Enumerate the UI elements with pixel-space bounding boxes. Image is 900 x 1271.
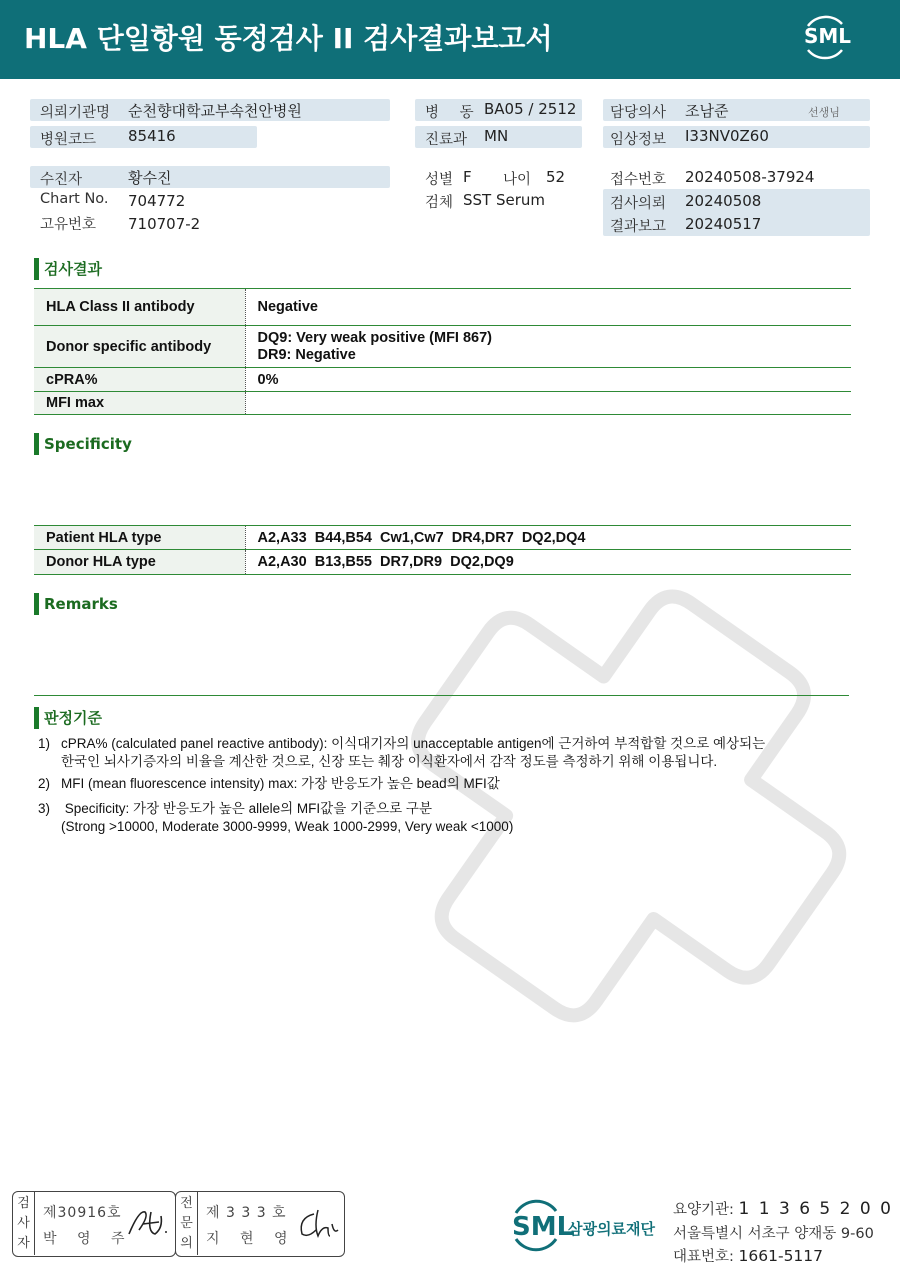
criteria-item xyxy=(38,800,513,836)
request-date: 20240508 xyxy=(685,192,762,210)
footer-org-name: 삼광의료재단 xyxy=(568,1220,655,1238)
phone xyxy=(673,1245,823,1266)
criteria-item xyxy=(38,775,500,793)
patient-label: 수진자 xyxy=(40,172,83,188)
examiner-signature-icon xyxy=(125,1206,173,1240)
result-label: HLA Class II antibody xyxy=(34,289,245,326)
dsa-line: DR9: Negative xyxy=(257,346,356,363)
criteria-heading: 판정기준 xyxy=(34,707,102,729)
sex: F xyxy=(463,168,472,186)
report-header xyxy=(0,0,900,79)
criteria-text: (Strong >10000, Moderate 3000-9999, Weak 1000-2999, Very weak <1000) xyxy=(61,819,514,834)
clinical-label: 임상정보 xyxy=(610,132,667,148)
criteria-num: 3) xyxy=(38,801,51,816)
institution-code-label: 요양기관: xyxy=(673,1202,739,1218)
receipt-label: 접수번호 xyxy=(610,172,667,188)
phone-label: 대표번호: xyxy=(673,1249,739,1265)
report-date: 20240517 xyxy=(685,215,762,233)
specificity-heading: Specificity xyxy=(34,433,132,455)
examiner-no: 제30916호 xyxy=(43,1205,122,1221)
dept-label: 진료과 xyxy=(425,132,468,148)
criteria-text: 한국인 뇌사기증자의 비율을 계산한 것으로, 신장 또는 췌장 이식환자에서 감작 정도를 측정하기 위해 이용됩니다. xyxy=(61,754,718,769)
specimen: SST Serum xyxy=(463,191,546,209)
label-bar xyxy=(30,166,390,188)
criteria-text: Specificity: 가장 반응도가 높은 allele의 MFI값을 기준으로 구분 xyxy=(61,801,432,816)
table-row xyxy=(34,289,851,326)
result-value: 0% xyxy=(245,368,851,392)
criteria-item xyxy=(38,735,765,771)
result-value: Negative xyxy=(245,289,851,326)
dept: MN xyxy=(484,127,509,145)
table-row xyxy=(34,326,851,368)
result-label: MFI max xyxy=(34,392,245,415)
results-table xyxy=(34,288,851,415)
specialist-signature-icon xyxy=(294,1206,340,1242)
sex-label: 성별 xyxy=(425,172,454,188)
age: 52 xyxy=(546,168,566,186)
footer-logo-text: SML xyxy=(512,1212,574,1242)
examiner-name: 박 영 주 xyxy=(43,1231,133,1247)
age-label: 나이 xyxy=(503,172,532,188)
specialist-no: 제 3 3 3 호 xyxy=(206,1205,287,1221)
phone-value: 1661-5117 xyxy=(738,1247,824,1265)
clinical-info: I33NV0Z60 xyxy=(685,127,769,145)
hla-value: A2,A30 B13,B55 DR7,DR9 DQ2,DQ9 xyxy=(245,550,851,575)
examiner-side-label: 검사자 xyxy=(13,1192,35,1255)
hla-label: Donor HLA type xyxy=(34,550,245,575)
specialist-side-label: 전문의 xyxy=(176,1192,198,1255)
address: 서울특별시 서초구 양재동 9-60 xyxy=(673,1226,874,1242)
hospital-code-label: 병원코드 xyxy=(40,132,97,148)
examiner-stamp xyxy=(12,1191,176,1257)
report-title: HLA 단일항원 동정검사 II 검사결과보고서 xyxy=(24,22,553,55)
remarks-heading: Remarks xyxy=(34,593,118,615)
table-row xyxy=(34,368,851,392)
results-heading: 검사결과 xyxy=(34,258,102,280)
table-row xyxy=(34,526,851,550)
institution-code-value: 1 1 3 6 5 2 0 0 xyxy=(738,1199,893,1219)
report-label: 결과보고 xyxy=(610,219,667,235)
hla-label: Patient HLA type xyxy=(34,526,245,550)
criteria-num: 1) xyxy=(38,736,51,751)
sml-logo-text: SML xyxy=(804,24,852,48)
requesting-org: 순천향대학교부속천안병원 xyxy=(128,102,302,120)
hospital-code: 85416 xyxy=(128,127,176,145)
chart-no: 704772 xyxy=(128,192,186,210)
divider xyxy=(34,695,849,696)
chart-label: Chart No. xyxy=(40,191,109,207)
dsa-line: DQ9: Very weak positive (MFI 867) xyxy=(257,329,493,346)
doctor-suffix: 선생님 xyxy=(808,106,840,119)
hla-type-table xyxy=(34,525,851,575)
criteria-text: cPRA% (calculated panel reactive antibody): 이식대기자의 unacceptable antigen에 근거하여 부적합할 것으로 예상되는 xyxy=(61,736,766,751)
result-value xyxy=(245,392,851,415)
result-label: cPRA% xyxy=(34,368,245,392)
specialist-stamp xyxy=(175,1191,345,1257)
id-no: 710707-2 xyxy=(128,215,201,233)
hla-value: A2,A33 B44,B54 Cw1,Cw7 DR4,DR7 DQ2,DQ4 xyxy=(245,526,851,550)
table-row xyxy=(34,550,851,575)
patient-name: 황수진 xyxy=(128,169,172,187)
specimen-label: 검체 xyxy=(425,195,454,211)
ward: BA05 / 2512 xyxy=(484,100,577,118)
result-label: Donor specific antibody xyxy=(34,326,245,368)
institution-code xyxy=(673,1198,893,1219)
ward-label: 병 동 xyxy=(425,105,482,121)
result-value xyxy=(245,326,851,368)
id-label: 고유번호 xyxy=(40,217,97,233)
doctor: 조남준 xyxy=(685,102,729,120)
criteria-text: MFI (mean fluorescence intensity) max: 가장 반응도가 높은 bead의 MFI값 xyxy=(61,776,500,791)
doctor-label: 담당의사 xyxy=(610,105,667,121)
receipt-no: 20240508-37924 xyxy=(685,168,815,186)
specialist-name: 지 현 영 xyxy=(206,1231,296,1247)
table-row xyxy=(34,392,851,415)
request-label: 검사의뢰 xyxy=(610,196,667,212)
requesting-org-label: 의뢰기관명 xyxy=(40,105,111,121)
criteria-num: 2) xyxy=(38,776,51,791)
